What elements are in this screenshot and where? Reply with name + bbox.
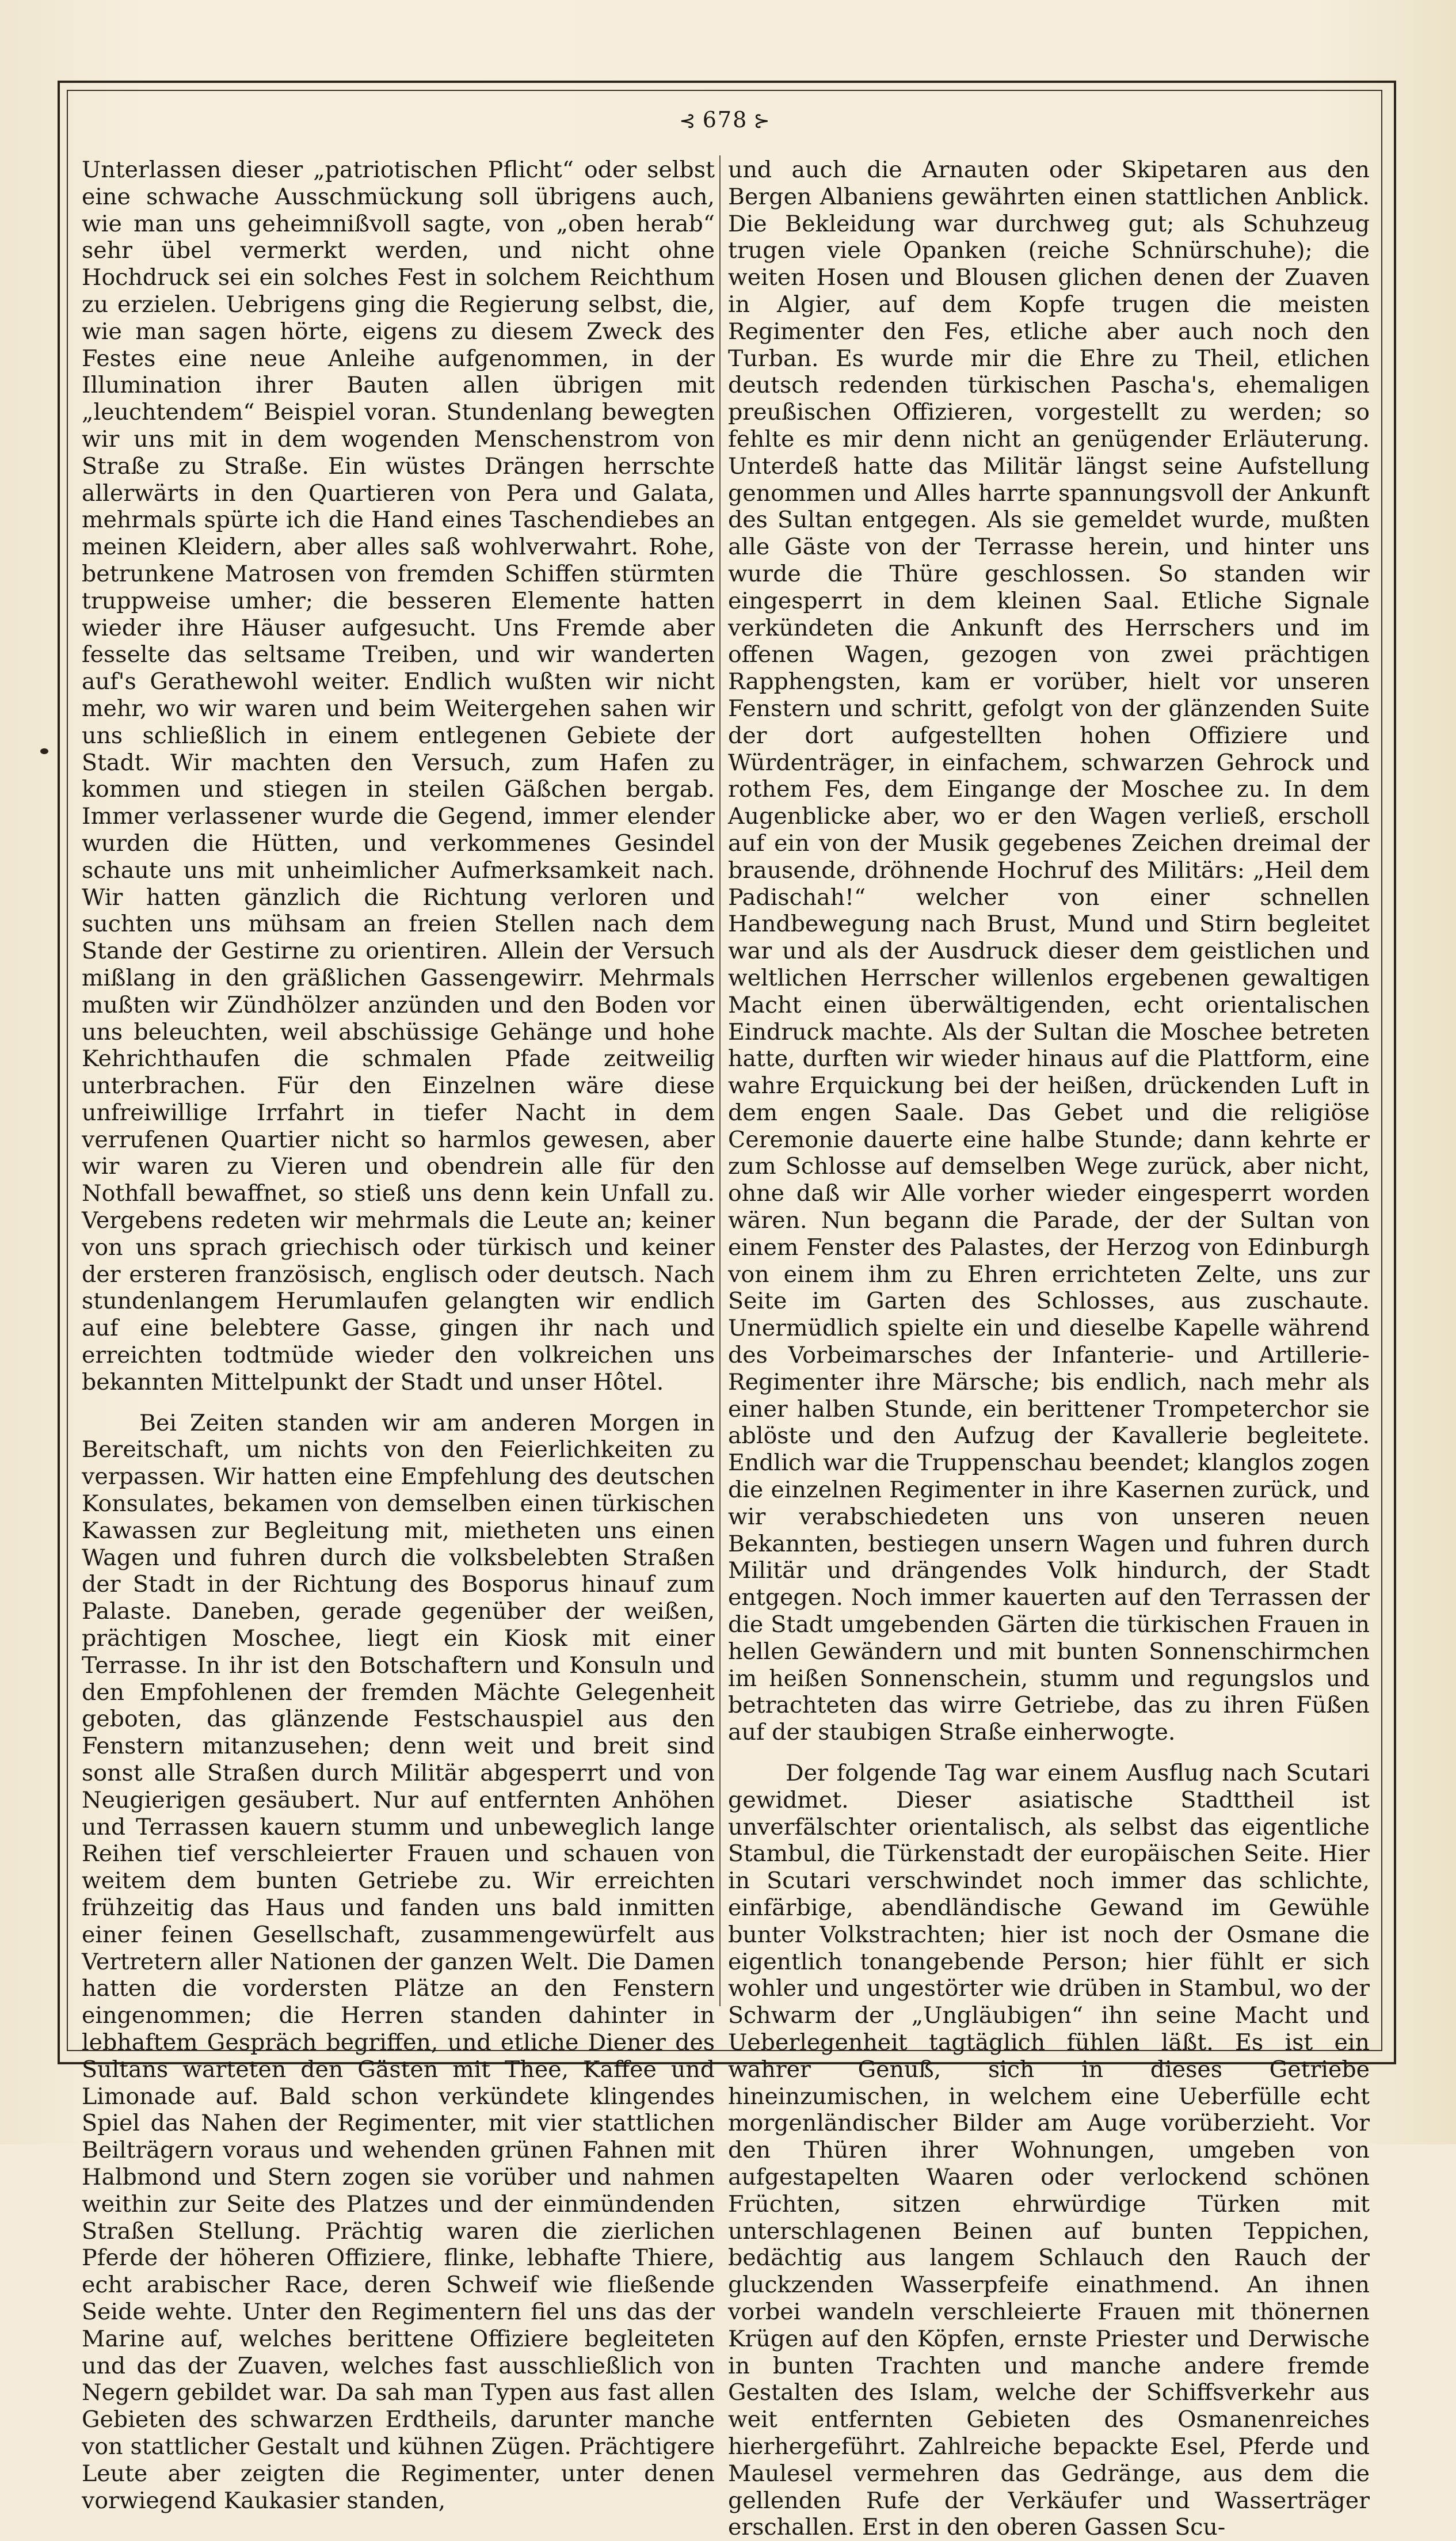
paragraph: Bei Zeiten standen wir am anderen Morgen in Bereitschaft, um nichts von den Feierlichkeiten zu verpassen. Wir hatten eine Empfehlung des deutschen Konsulates, bekamen von demselben einen türkischen Kawassen zur Begleitung mit, mietheten uns einen Wagen und fuhren durch die volksbelebten Straßen der Stadt in der Richtung des Bosporus hinauf zum Palaste. Daneben, gerade gegenüber der weißen, prächtigen Moschee, liegt ein Kiosk mit einer Terrasse. In ihr ist den Botschaftern und Konsuln und den Empfohlenen der fremden Mächte Gelegenheit geboten, das glänzende Festschauspiel aus den Fenstern mitanzusehen; denn weit und breit sind sonst alle Straßen durch Militär abgesperrt und von Neugierigen gesäubert. Nur auf entfernten Anhöhen und Terrassen kauern stumm und unbeweglich lange Reihen tief verschleierter Frauen und schauen von weitem dem bunten Getriebe zu. Wir erreichten frühzeitig das Haus und fanden uns bald inmitten einer feinen Gesellschaft, zusammengewürfelt aus Vertretern aller Nationen der ganzen Welt. Die Damen hatten die vordersten Plätze an den Fenstern eingenommen; die Herren standen dahinter in lebhaftem Gespräch begriffen, und etliche Diener des Sultans warteten den Gästen mit Thee, Kaffee und Limonade auf. Bald schon verkündete klingendes Spiel das Nahen der Regimenter, mit vier stattlichen Beilträgern voraus und wehenden grünen Fahnen mit Halbmond und Stern zogen sie vorüber und nahmen weithin zur Seite des Platzes und der einmündenden Straßen Stellung. Prächtig waren die zierlichen Pferde der höheren Offiziere, flinke, lebhafte Thiere, echt arabischer Race, deren Schweif wie fließende Seide wehte. Unter den Regimentern fiel uns das der Marine auf, welches berittene Offiziere begleiteten und das der Zuaven, welches fast ausschließlich von Negern gebildet war. Da sah man Typen aus fast allen Gebieten des schwarzen Erdtheils, darunter manche von stattlicher Gestalt und kühnen Zügen. Prächtigere Leute aber zeigten die Regimenter, unter denen vorwiegend Kaukasier standen, bbox=[82, 1409, 715, 2514]
ornament-left-icon: ⊰ bbox=[679, 109, 697, 132]
paragraph: Der folgende Tag war einem Ausflug nach Scutari gewidmet. Dieser asiatische Stadttheil ist unverfälschter orientalisch, als selbst das eigentliche Stambul, die Türkenstadt der europäischen Seite. Hier in Scutari verschwindet noch immer das schlichte, einfärbige, abendländische Gewand im Gewühle bunter Volkstrachten; hier ist noch der Osmane die eigentlich tonangebende Person; hier fühlt er sich wohler und ungestörter wie drüben in Stambul, wo der Schwarm der „Ungläubigen“ ihn seine Macht und Ueberlegenheit tagtäglich fühlen läßt. Es ist ein wahrer Genuß, sich in dieses Getriebe hineinzumischen, in welchem eine Ueberfülle echt morgenländischer Bilder am Auge vorüberzieht. Vor den Thüren ihrer Wohnungen, umgeben von aufgestapelten Waaren oder verlockend schönen Früchten, sitzen ehrwürdige Türken mit unterschlagenen Beinen auf bunten Teppichen, bedächtig aus langem Schlauch den Rauch der gluckzenden Wasserpfeife einathmend. An ihnen vorbei wandeln verschleierte Frauen mit thönernen Krügen auf den Köpfen, ernste Priester und Derwische in bunten Trachten und manche andere fremde Gestalten des Islam, welche der Schiffsverkehr aus weit entfernten Gebieten des Osmanenreiches hierhergeführt. Zahlreiche bepackte Esel, Pferde und Maulesel vermehren das Gedränge, aus dem die gellenden Rufe der Verkäufer und Wasserträger erschallen. Erst in den oberen Gassen Scu- bbox=[728, 1760, 1370, 2541]
right-column bbox=[728, 157, 1370, 2541]
left-column bbox=[82, 157, 715, 2514]
page-number: 678 bbox=[702, 107, 748, 132]
paragraph: Unterlassen dieser „patriotischen Pflicht“ oder selbst eine schwache Ausschmückung soll übrigens auch, wie man uns geheimnißvoll sagte, von „oben herab“ sehr übel vermerkt werden, und nicht ohne Hochdruck sei ein solches Fest in solchem Reichthum zu erzielen. Uebrigens ging die Regierung selbst, die, wie man sagen hörte, eigens zu diesem Zweck des Festes eine neue Anleihe aufgenommen, in der Illumination ihrer Bauten allen übrigen mit „leuchtendem“ Beispiel voran. Stundenlang bewegten wir uns mit in dem wogenden Menschenstrom von Straße zu Straße. Ein wüstes Drängen herrschte allerwärts in den Quartieren von Pera und Galata, mehrmals spürte ich die Hand eines Taschendiebes an meinen Kleidern, aber alles saß wohlverwahrt. Rohe, betrunkene Matrosen von fremden Schiffen stürmten truppweise umher; die besseren Elemente hatten wieder ihre Häuser aufgesucht. Uns Fremde aber fesselte das seltsame Treiben, und wir wanderten auf's Gerathewohl weiter. Endlich wußten wir nicht mehr, wo wir waren und beim Weitergehen sahen wir uns schließlich in einem entlegenen Gebiete der Stadt. Wir machten den Versuch, zum Hafen zu kommen und stiegen in steilen Gäßchen bergab. Immer verlassener wurde die Gegend, immer elender wurden die Hütten, und verkommenes Gesindel schaute uns mit unheimlicher Aufmerksamkeit nach. Wir hatten gänzlich die Richtung verloren und suchten uns mühsam an freien Stellen nach dem Stande der Gestirne zu orientiren. Allein der Versuch mißlang in den gräßlichen Gassengewirr. Mehrmals mußten wir Zündhölzer anzünden und den Boden vor uns beleuchten, weil abschüssige Gehänge und hohe Kehrichthaufen die schmalen Pfade zeitweilig unterbrachen. Für den Einzelnen wäre diese unfreiwillige Irrfahrt in tiefer Nacht in dem verrufenen Quartier nicht so harmlos gewesen, aber wir waren zu Vieren und obendrein alle für den Nothfall bewaffnet, so stieß uns denn kein Unfall zu. Vergebens redeten wir mehrmals die Leute an; keiner von uns sprach griechisch oder türkisch und keiner der ersteren französisch, englisch oder deutsch. Nach stundenlangem Herumlaufen gelangten wir endlich auf eine belebtere Gasse, gingen ihr nach und erreichten todtmüde wieder den volkreichen uns bekannten Mittelpunkt der Stadt und unser Hôtel. bbox=[82, 157, 715, 1395]
column-divider bbox=[719, 155, 721, 2006]
ornament-right-icon: ⊱ bbox=[753, 109, 771, 132]
page-number-header bbox=[610, 107, 840, 132]
paragraph: und auch die Arnauten oder Skipetaren aus den Bergen Albaniens gewährten einen stattlichen Anblick. Die Bekleidung war durchweg gut; als Schuhzeug trugen viele Opanken (reiche Schnürschuhe); die weiten Hosen und Blousen glichen denen der Zuaven in Algier, auf dem Kopfe trugen die meisten Regimenter den Fes, etliche aber auch noch den Turban. Es wurde mir die Ehre zu Theil, etlichen deutsch redenden türkischen Pascha's, ehemaligen preußischen Offizieren, vorgestellt zu werden; so fehlte es mir denn nicht an genügender Erläuterung. Unterdeß hatte das Militär längst seine Aufstellung genommen und Alles harrte spannungsvoll der Ankunft des Sultan entgegen. Als sie gemeldet wurde, mußten alle Gäste von der Terrasse herein, und hinter uns wurde die Thüre geschlossen. So standen wir eingesperrt in dem kleinen Saal. Etliche Signale verkündeten die Ankunft des Herrschers und im offenen Wagen, gezogen von zwei prächtigen Rapphengsten, kam er vorüber, hielt vor unseren Fenstern und schritt, gefolgt von der glänzenden Suite der dort aufgestellten hohen Offiziere und Würdenträger, in einfachem, schwarzen Gehrock und rothem Fes, dem Eingange der Moschee zu. In dem Augenblicke aber, wo er den Wagen verließ, erscholl auf ein von der Musik gegebenes Zeichen dreimal der brausende, dröhnende Hochruf des Militärs: „Heil dem Padischah!“ welcher von einer schnellen Handbewegung nach Brust, Mund und Stirn begleitet war und als der Ausdruck dieser dem geistlichen und weltlichen Herrscher willenlos ergebenen gewaltigen Macht einen überwältigenden, echt orientalischen Eindruck machte. Als der Sultan die Moschee betreten hatte, durften wir wieder hinaus auf die Plattform, eine wahre Erquickung bei der heißen, drückenden Luft in dem engen Saale. Das Gebet und die religiöse Ceremonie dauerte eine halbe Stunde; dann kehrte er zum Schlosse auf demselben Wege zurück, aber nicht, ohne daß wir Alle vorher wieder eingesperrt worden wären. Nun begann die Parade, der der Sultan von einem Fenster des Palastes, der Herzog von Edinburgh von einem ihm zu Ehren errichteten Zelte, uns zur Seite im Garten des Schlosses, aus zuschaute. Unermüdlich spielte ein und dieselbe Kapelle während des Vorbeimarsches der Infanterie- und Artillerie-Regimenter ihre Märsche; bis endlich, nach mehr als einer halben Stunde, ein berittener Trompeterchor sie ablöste und den Aufzug der Kavallerie begleitete. Endlich war die Truppenschau beendet; klanglos zogen die einzelnen Regimenter in ihre Kasernen zurück, und wir verabschiedeten uns von unseren neuen Bekannten, bestiegen unsern Wagen und fuhren durch Militär und drängendes Volk hindurch, der Stadt entgegen. Noch immer kauerten auf den Terrassen der die Stadt umgebenden Gärten die türkischen Frauen in hellen Gewändern und mit bunten Sonnenschirmchen im heißen Sonnenschein, stumm und regungslos und betrachteten das wirre Getriebe, das zu ihren Füßen auf der staubigen Straße einherwogte. bbox=[728, 157, 1370, 1746]
ink-speck bbox=[40, 748, 48, 754]
